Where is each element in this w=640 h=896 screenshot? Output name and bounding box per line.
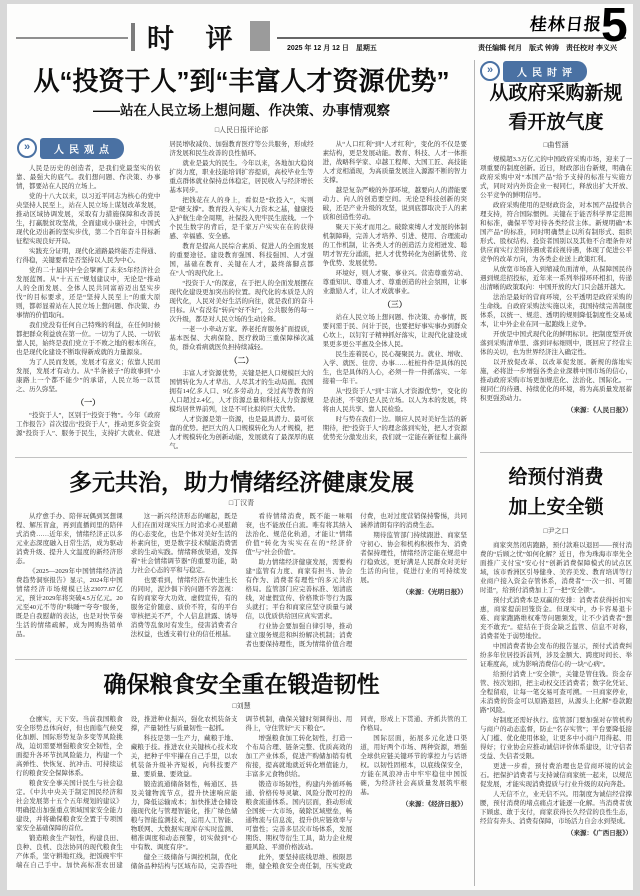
paragraph: 实践充分证明，现代化道路最终能否走得通、行得稳，关键要看是否坚持以人民为中心。	[16, 248, 161, 264]
paragraph: 仓廪实，天下安。当前我国粮食安全形势总体向好，但也面临气候变化加剧、国际形势复杂多变等风险挑战，迫切需要增强粮食安全韧性，全面提升各环节抗风险能力，构建一个高弹性、快恢复、抗冲击、可持续运行的粮食安全保障体系。	[16, 716, 123, 777]
emotion-article-title: 多元共治，助力情绪经济健康发展	[69, 469, 414, 495]
emotion-article-byline: □丁汉青	[228, 499, 255, 507]
source-attribution: （来源：《人民日报》）	[567, 407, 632, 414]
badge-label: 人民观点	[40, 138, 124, 159]
source-attribution: （来源：《广西日报》）	[567, 830, 632, 837]
paragraph: “投资于人”，区别于“投资于物”。今年《政府工作报告》首次提出“投资于人”，推动更多资金资源“投资于人”、服务于民生，支持扩大就业、促进居民增收减负、加强教育医疗等公共服务，形成经济发展和民生改善的良性循环。	[16, 141, 314, 437]
paragraph: 教育是提高人民综合素质、促进人的全面发展的重要途径。建设教育强国、科技强国、人才强国，基础在教育、关键在人才，最终落脚点都在“人”的现代化上。	[169, 243, 314, 277]
badge-spacer	[16, 140, 160, 164]
issue-date: 2025 年 12 月 12 日 星期五	[287, 45, 377, 52]
paragraph: 锻造市场韧性，构建内外循环畅通、价格传导灵敏、风险分散可控的粮食流通体系。国内层面，推动形成全国统一大市场，破除区域壁垒，畅通物流与信息流，提升供应链效率与可靠性；完善多层次市场体系，发展期货、期权等衍生工具，助力企业规避风险、平滑价格波动。	[245, 781, 353, 851]
paragraph: 商家突然闭店跑路，预付款难以退回——预付消费的“后顾之忧”如何化解？近日，作为珠海市率先全面推广支付宝“安心付”创新消费保障模式的试点区域，该市香洲区引导健身、美容美发、教育培训等行业商户接入资金存管体系，消费者“一次一扣、可随时退”，给预付消费加上了一把“安全锁”。	[480, 542, 632, 594]
paragraph: 国际层面，拓展多元化进口渠道，用好两个市场、两种资源，增强全球供应链关键环节的掌控力与话语权。以韧性固根本，以底线保安全，方能在风浪冲击中牢牢稳住中国饭碗，为经济社会高质量发展筑牢根基。	[360, 735, 467, 796]
prepaid-body	[480, 541, 632, 881]
paragraph: 为了人民而发展，发展才有意义；依靠人民而发展，发展才有动力。从“半条被子”的故事到“小康路上一个都不能少”的承诺，人民立场一以贯之、历久弥坚。	[16, 359, 161, 393]
paragraph: 从放宽市场准入到缩减负面清单，从保障国民待遇到规范招投标，近年来一系列举措环环相扣，传递出清晰的政策取向：中国开放的大门只会越开越大。	[480, 266, 632, 291]
paragraph: 增强粮食加工转化韧性，打造一个布局合理、链条完整、优质高效的加工产业体系，促进产购储加销有机衔接，提高就地就近转化增值能力，丰富多元食物供给。	[245, 735, 353, 778]
chevron-circle-icon: »	[480, 61, 500, 81]
badge-label: 人民时评	[503, 61, 587, 82]
prepaid-title-line2: 加上安全锁	[508, 497, 604, 518]
paragraph: 给预付消费上“安全锁”，关键是管住钱。资金存管、按次划扣，把主动权交还消费者；数字化凭证、全程留痕，让每一笔交易可查可溯。一旦商家停业，未消费的资金可以原路退回，从源头上化解“卷款跑路”风险。	[480, 671, 632, 714]
header-gray-block	[250, 21, 270, 51]
grain-article-body	[16, 715, 467, 883]
paragraph: 《2025—2029年中国情绪经济消费趋势洞察报告》显示，2024年中国情绪经济市场规模已达23077.67亿元，预计2029年将突破4.5万亿元。20元至40元不等的“哄睡”“夸夸”服务，既是自我慰藉的表达，也是对快节奏生活的情绪疏解，成为网购热销单品。	[16, 568, 123, 638]
paragraph: 党的二十届四中全会擘画了未来5年经济社会发展蓝图。从“十五五”规划建议中，无论是“推动人的全面发展、全体人民共同富裕迈出坚实步伐”的目标要求，还是“坚持人民至上”的重大原则，都彰显着站在人民立场上想问题、作决策、办事情的价值取向。	[16, 267, 161, 319]
paragraph: 政府采购使用的是财政资金，对本国产品提供合理支持，符合国际惯例。关键在于能否科学界定范围和标准，确保平等对待各类经营主体。新规明确“本国产品”的标准，同时明确禁止以所有制形式、组织形式、股权结构、投资者国别以及其他不合理条件对供应商实行差别待遇或者歧视待遇，体现了促进公平竞争的改革方向，为各类企业送上政策红利。	[480, 202, 632, 263]
source-attribution: （来源：《光明日报》）	[402, 589, 467, 596]
main-article-byline: □人民日报评论部	[214, 126, 269, 134]
newspaper-page	[7, 0, 633, 890]
emotion-article-body	[16, 512, 467, 654]
paragraph: 丰富人才资源优势，关键是把人口规模巨大的国情转化为人才辈出、人尽其才的生动局面。我国拥有14亿多人口、9亿多劳动力，受过高等教育的人口超过2.4亿，人才资源总量和科技人力资源规模均居世界前列，这是不可比拟的巨大优势。	[169, 370, 314, 413]
paragraph: （三）	[382, 300, 407, 309]
paragraph: 健全三级储备与调控机制，优化储备品种结构与区域布局，完善吞吐调节机制，确保关键时刻调得出、用得上，守住管好“天下粮仓”。	[130, 716, 353, 870]
prepaid-byline: □尹之口	[543, 527, 569, 535]
header-horizontal-rule	[277, 37, 626, 39]
paragraph: 也要看到，情绪经济在快速生长的同时，泥沙俱下的问题不容忽视：有的商家夸大功效、虚假宣传，有的服务定价随意、质价不符，有的平台审核把关不严，个人信息泄露、诱导消费等乱象时有发生，侵害消费者合法权益，也透支着行业的信任根基。	[130, 577, 238, 638]
chevron-circle-icon: »	[17, 138, 37, 158]
paragraph: 越是复杂严峻的外部环境，越要向人的潜能要动力、向人的创造要空间。无论是科技创新的突破，还是产业升级的攻坚，说到底都取决于人的素质和创造性劳动。	[322, 187, 467, 221]
paragraph: 期待监管部门持续跟进、商家坚守初心、协会和机构积极作为、消费者保持理性，情绪经济定能在规范中行稳致远，更好满足人民群众对美好生活的向往，促进行业的可持续发展。	[360, 532, 467, 584]
paragraph: 民生连着民心，民心凝聚民力。就业、增收、入学、就医、住房、办事……桩桩件件是具体的民生，也是具体的人心，必须一件一件抓落实、一年接着一年干。	[322, 351, 467, 385]
procurement-byline: □曲哲涵	[543, 141, 569, 149]
paragraph: 科技是第一生产力，藏粮于地、藏粮于技。推进农业关键核心技术攻关，把种子牢牢攥在自己手里，以农机装备升级补齐短板，向科技要产量、要质量、要效益。	[130, 735, 238, 778]
column-divider	[474, 60, 475, 886]
section-title: 时 评	[147, 24, 245, 54]
paragraph: 助力情绪经济健康发展，需要构建“监管有力度、商家有担当、协会有作为、消费者有理性”的多元共治格局。监管部门应完善标准、划清底线，对虚假宣传、价格欺诈等行为露头就打；平台和商家应坚守质量与诚信，以优质供给回应真实需求。	[245, 559, 353, 620]
staff-credits: 责任编辑 何月 版式 钟涛 责任校对 李义兴	[478, 45, 617, 52]
paragraph: 把钱花在人的身上，看似是“软投入”，实则是“硬支撑”。教育投入夯实人力资本之基，健康投入护航生命全周期，社保投入兜牢民生底线。一个个民生数字的背后，是千家万户实实在在的获得感、幸福感、安全感。	[169, 197, 314, 240]
main-article-body	[16, 140, 467, 452]
paragraph: 以开放促改革、以改革促发展。新规的落地实施，必将进一步增强各类企业深耕中国市场的信心，推动政府采购市场更加规范化、法治化、国际化。一视同仁的待遇、持续优化的环境，将为高质量发展蓄积更强劲动力。	[480, 359, 632, 402]
procurement-body	[480, 155, 632, 445]
paragraph: 此外，要坚持底线思维、极限思维，健全粮食安全责任制，压实党政同责，形成上下贯通、齐抓共管的工作格局。	[245, 716, 467, 870]
paragraph: 行业协会要加强自律引导，推动建立服务规范和纠纷解决机制；消费者也要保持理性，既为情绪价值合理付费，也对过度营销保持警惕，共同涵养清朗有序的消费生态。	[245, 513, 467, 648]
paragraph: 环境好，则人才聚、事业兴。营造尊重劳动、尊重知识、尊重人才、尊重创造的社会氛围，让事业激励人才，让人才成就事业。	[322, 270, 467, 295]
article-divider-1	[15, 457, 467, 458]
paragraph: 粮食安全事关国计民生与社会稳定。《中共中央关于制定国民经济和社会发展第十五个五年规划的建议》明确提出加强重点领域国家安全能力建设，并将确保粮食安全置于专项国家安全基础保障的首位。	[16, 780, 123, 832]
paragraph: 聚天下英才而用之。破除束缚人才发展的体制机制障碍，完善人才培养、引进、使用、合理流动的工作机制，让各类人才的创造活力竞相迸发、聪明才智充分涌流，把人才优势转化为创新优势、竞争优势、发展优势。	[322, 224, 467, 267]
paragraph: 这一新兴经济形态的崛起，既是人们在面对现实压力时追求心灵慰藉的心态变化，也是个体对美好生活的朴素向往，更是数字技术赋能消费需求的生动实践。情绪释放渠道，发挥着“社会情绪调节器”的重要功能，助力社会心态的平和与稳定。	[130, 513, 238, 574]
paragraph: “投资于人”的深意，在于把人的全面发展摆在现代化建设更加突出的位置。现代化的本质是人的现代化，人民对美好生活的向往，就是我们的奋斗目标。从“有没有”转向“好不好”，公共服务的每一次升级，都是对人民立场的生动诠释。	[169, 280, 314, 323]
paragraph: 更进一步看，预付费治理也是营商环境的试金石。把保护消费者与支持诚信商家统一起来，以规范促发展，才能实现消费提质与行业升级的双向奔赴。	[480, 763, 632, 788]
procurement-title-line2: 看开放气度	[508, 112, 604, 133]
paragraph: 规模超3.3万亿元的中国政府采购市场，迎来了一项重要的制度创新。近日，财政部出台新规，明确在政府采购中对“本国产品”给予支持的标准与实施方式，同时对内外资企业一视同仁，释放出扩大开放、公平竞争的鲜明信号。	[480, 156, 632, 199]
paragraph: （一）	[76, 398, 101, 407]
paragraph: 从“人口红利”到“人才红利”，变化的不仅是要素结构，更是发展动能。教育、科技、人才一体推进，战略科学家、卓越工程师、大国工匠、高技能人才竞相涌现，为高质量发展注入源源不断的智力支撑。	[322, 141, 467, 184]
paragraph: 开放是中国式现代化的鲜明标识。把制度型开放落到采购清单里、落到评标细则中，既回应了经营主体的关切，也为世界经济注入确定性。	[480, 331, 632, 356]
paragraph: 站在人民立场上想问题、作决策、办事情，既要问需于民、问计于民，也要把好事实事办到群众心坎上，以钉钉子精神抓好落实，让现代化建设成果更多更公平惠及全体人民。	[322, 314, 467, 348]
header-left-rule	[16, 37, 128, 39]
paragraph: 锻造粮食生产韧性，构建良田、良种、良机、良法协同的现代粮食生产体系，坚守耕地红线，把饭碗牢牢端在自己手中。加快高标准农田建设，推进种业振兴，强化农机装备支撑，产量韧性与质量韧性一起抓。	[16, 716, 238, 869]
paragraph: 好制度还需好执行。监管部门要加强对存管机构与商户的动态监督，防止“名存实管”；平台要降低接入门槛、优化使用体验，让更多中小商户用得起、用得好；行业协会应推动诚信评价体系建设，让守信者受益、失信者受限。	[480, 717, 632, 760]
paragraph: 人无信不立，业无信不兴。用制度为诚信经营撑腰，预付消费的堵点痛点才能逐一化解。当消费者放下顾虑、敢于支付，商家获得长久经营的良性生态，经营有奔头、消费有保障，市场活力自会水到渠成。	[480, 791, 632, 825]
prepaid-title-line1: 给预付消费	[508, 467, 604, 488]
article-divider-right	[480, 452, 632, 453]
paragraph: （二）	[229, 356, 254, 365]
paragraph: 就业是最大的民生。今年以来，各地加大稳岗扩岗力度，职业技能培训扩容提质，高校毕业生等重点群体就业保持总体稳定，居民收入与经济增长基本同步。	[169, 160, 314, 194]
paragraph: 人民是历史的创造者，是我们党最坚实的依靠、最强大的底气。我们想问题、作决策、办事情，都要站在人民的立场上。	[16, 165, 161, 190]
source-attribution: （来源：《经济日报》）	[402, 801, 467, 808]
paragraph: 中国消费者协会发布的报告显示，预付式消费纠纷多年位居投诉前列，涉及金额大、跨度时间长、举证难度高，成为影响消费信心的一块“心病”。	[480, 643, 632, 668]
paragraph: 锻造流通储备韧性，畅通区、县及关键物流节点，提升快速响应能力，降低运输成本；加快推进仓储设施现代化与管理智能化，推广绿色储粮与智能监测技术，运用人工智能、物联网、大数据实现库存实时监测、精准调度和动态预警，切实做到“心中有数、调度有序”。	[130, 781, 238, 851]
paragraph: 党的十八大以来，以习近平同志为核心的党中央坚持人民至上，站在人民立场上谋划改革发展，推动区域协调发展，采取有力措施保障和改善民生，打赢脱贫攻坚战，全面建成小康社会，中国式现代化迈出新的坚实步伐，第二个百年奋斗目标新征程实现良好开局。	[16, 193, 161, 245]
paragraph: 人才资源是第一资源，也是最具潜力、最可依靠的优势。把巨大的人口规模转化为人才规模，把人才规模转化为创新动能，发展就有了最深厚的底气。	[169, 416, 314, 450]
paragraph: 时与势在我们一边。顺应人民对美好生活的新期待，把“投资于人”的理念落到实处，把人才资源优势充分激发出来，我们就一定能在新征程上赢得	[322, 416, 467, 441]
procurement-title-line1: 从政府采购新规	[489, 83, 623, 104]
grain-article-title: 确保粮食安全重在锻造韧性	[103, 671, 380, 697]
article-divider-2	[15, 659, 467, 660]
header-vertical-bar	[131, 23, 135, 51]
main-article-subtitle: ——站在人民立场上想问题、作决策、办事情观察	[93, 103, 390, 118]
page-number: 5	[601, 0, 628, 52]
grain-article-byline: □刘慧	[232, 702, 251, 710]
paragraph: 法治是最好的营商环境，公平透明是政府采购的生命线。自政府采购法实施以来，我国持续完善制度体系，以统一、规范、透明的规则降低制度性交易成本，让中外企业在同一起跑线上竞争。	[480, 294, 632, 328]
main-article-title: 从“投资于人”到“丰富人才资源优势”	[33, 66, 450, 96]
paragraph: 从疗愈手办、陪伴玩偶到冥想课程、解压盲盒，再到直播间里的陪伴式消费……近年来，情绪经济正以多元业态深度融入日常生活，成为驱动消费升级、提升人文温度的新经济形态。	[16, 513, 123, 565]
paragraph: 看待情绪消费，既不能一味唱衰，也不能放任自流。唯有将其纳入法治化、规范化轨道，才能让“情绪价值”转化为实实在在的“经济价值”与“社会价值”。	[245, 513, 353, 556]
paragraph: 我们党没有任何自己特殊的利益，在任何时候都把群众利益放在第一位。一切为了人民、一切依靠人民，始终是我们党立于不败之地的根本所在，也是现代化建设不断取得新成就的力量源泉。	[16, 322, 161, 356]
paragraph: 一老一小牵动万家。养老托育服务扩面提质，基本医保、大病保险、医疗救助三重保障梯次减负，群众看病就医负担持续减轻。	[169, 326, 314, 351]
newspaper-name: 桂林日报	[528, 15, 603, 35]
paragraph: 预付式消费本是双赢的安排：消费者获得折扣实惠，商家提前回笼资金。但现实中，办卡容易退卡难、商家跑路维权难等问题频发，让不少消费者“想充不敢充”。症结在于资金缺乏监管、信息不对称，消费者处于弱势地位。	[480, 597, 632, 640]
paragraph: 从“投资于人”到“丰富人才资源优势”，变化的是表述，不变的是人民立场。以人为本的发展，终将由人民共享、靠人民检验。	[322, 388, 467, 413]
